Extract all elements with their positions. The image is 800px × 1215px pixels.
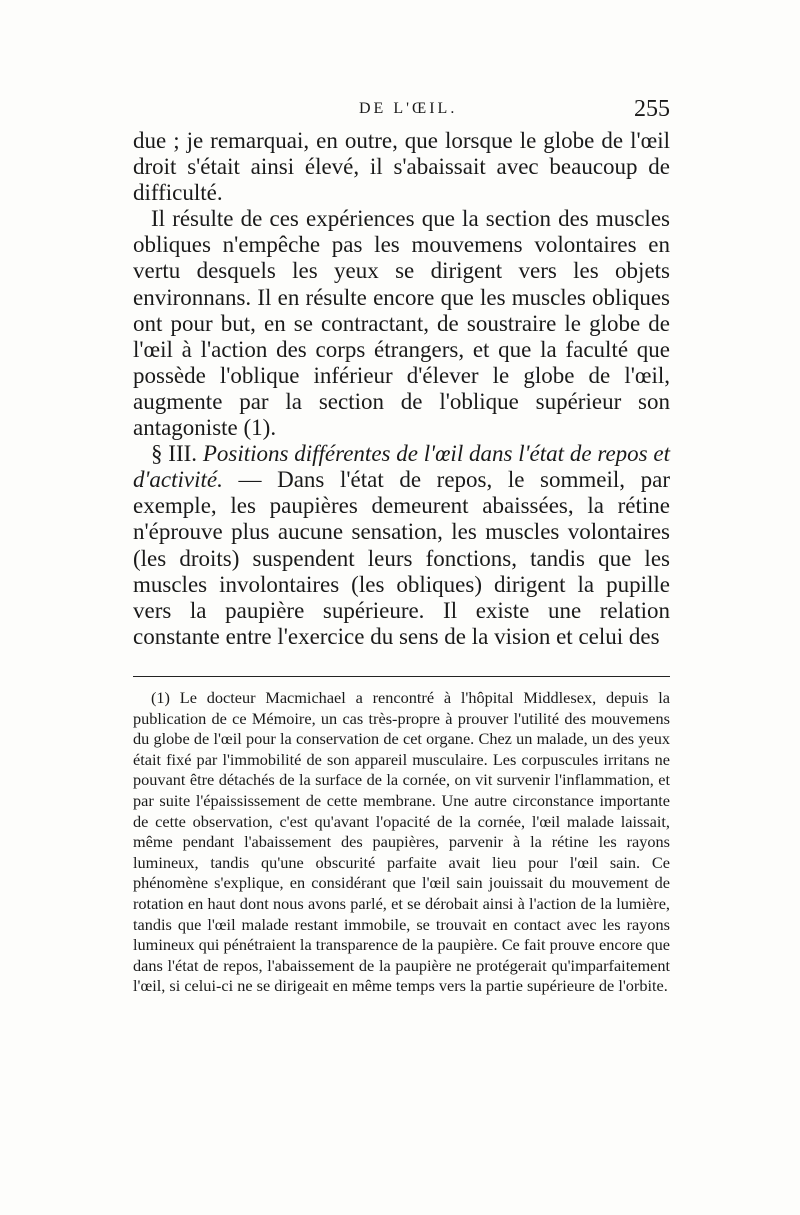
main-text xyxy=(133,128,670,650)
paragraph-section-iii xyxy=(133,441,670,650)
section-mark: § III. xyxy=(151,441,198,467)
footnote-text: (1) Le docteur Macmichael a rencontré à l'hôpital Middlesex, depuis la publication de ce Mémoire, un cas très-propre à prouver l'utilité des mouvemens du globe de l'œil pour la conservation de cet organe. Chez un malade, un des yeux était fixé par l'immobilité de son appareil musculaire. Les corpuscules irritans ne pouvant être détachés de la surface de la cornée, on vit survenir l'inflammation, et par suite l'épaississement de cette membrane. Une autre circonstance importante de cette observation, c'est qu'avant l'opacité de la cornée, l'œil malade laissait, même pendant l'abaissement des paupières, parvenir à la rétine les rayons lumineux, tandis qu'une obscurité parfaite avait lieu pour l'œil sain. Ce phénomène s'explique, en considérant que l'œil sain jouissait du mouvement de rotation en haut dont nous avons parlé, et se dérobait ainsi à l'action de la lumière, tandis que l'œil malade restant immobile, se trouvait en contact avec les rayons lumineux qui pénétraient la transparence de la paupière. Ce fait prouve encore que dans l'état de repos, l'abaissement de la paupière ne protégerait qu'imparfaitement l'œil, si celui-ci ne se dirigeait en même temps vers la partie supérieure de l'orbite. xyxy=(133,688,670,996)
running-title: DE L'ŒIL. xyxy=(359,100,458,117)
section-title: Positions différentes de l'œil dans l'état de repos et d'activité. xyxy=(133,441,670,493)
section-text: — Dans l'état de repos, le sommeil, par exemple, les paupières demeurent abaissées, la rétine n'éprouve plus aucune sensation, les muscles volontaires (les droits) suspendent leurs fonctions, tandis que les muscles involontaires (les obliques) dirigent la pupille vers la paupière supérieure. Il existe une relation constante entre l'exercice du sens de la vision et celui des xyxy=(133,467,671,649)
running-head xyxy=(133,96,670,126)
paragraph-results: Il résulte de ces expériences que la section des muscles obliques n'empêche pas les mouvemens volontaires en vertu desquels les yeux se dirigent vers les objets environnans. Il en résulte encore que les muscles obliques ont pour but, en se contractant, de soustraire le globe de l'œil à l'action des corps étrangers, et que la faculté que possède l'oblique inférieur d'élever le globe de l'œil, augmente par la section de l'oblique supérieur son antagoniste (1). xyxy=(133,206,670,441)
footnote-separator xyxy=(133,676,670,677)
paragraph-continuation: due ; je remarquai, en outre, que lorsque le globe de l'œil droit s'était ainsi élevé, il s'abaissait avec beaucoup de difficulté. xyxy=(133,128,670,206)
footnote xyxy=(133,688,670,997)
page-number: 255 xyxy=(634,96,670,122)
